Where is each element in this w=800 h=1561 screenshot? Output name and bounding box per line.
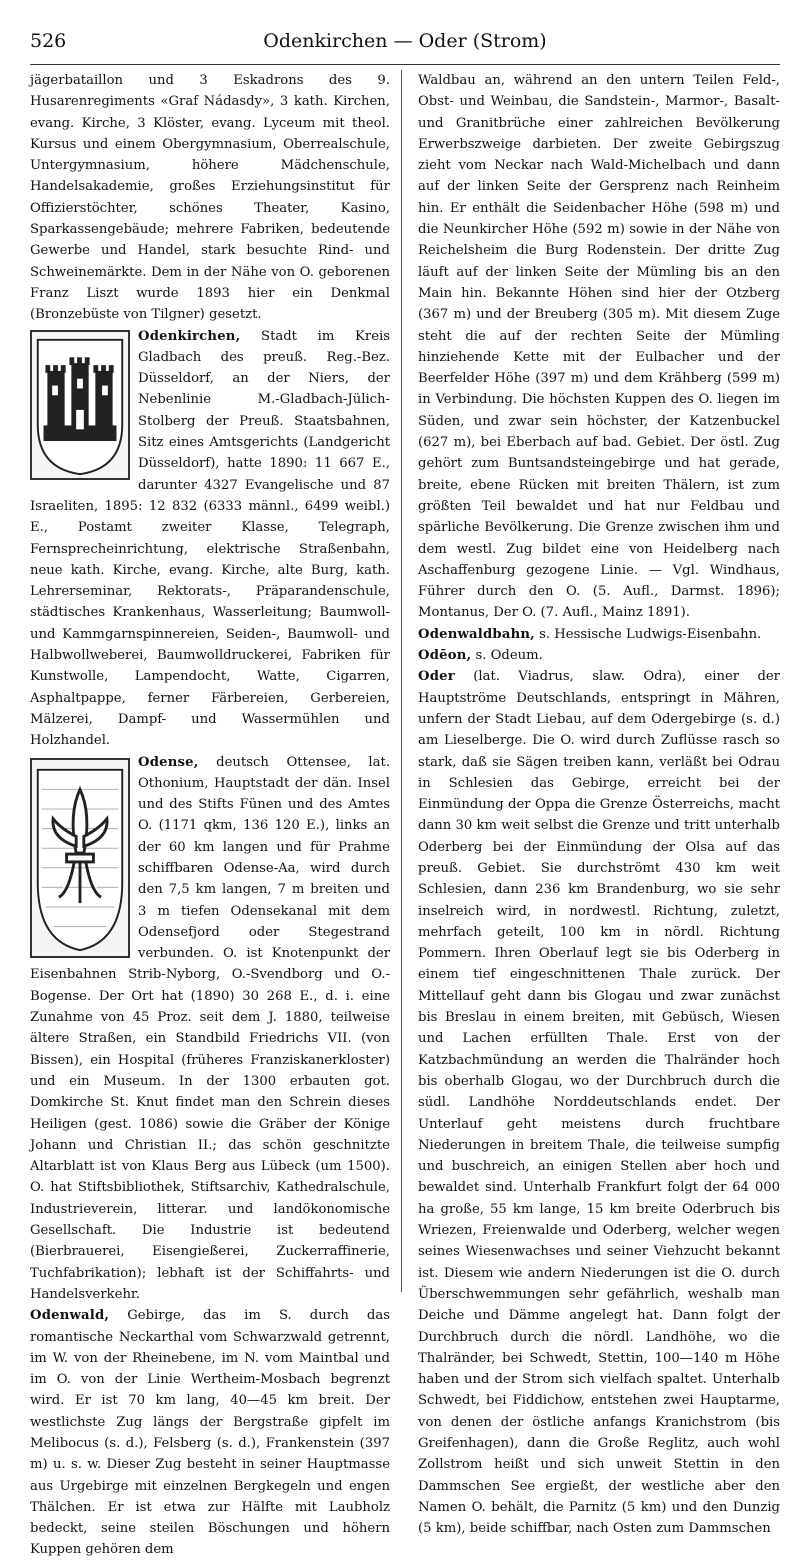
- headword-odenwald: Odenwald,: [30, 1308, 110, 1324]
- headword-odenkirchen: Odenkirchen,: [138, 328, 241, 344]
- odenkirchen-coat-of-arms: [30, 330, 130, 480]
- entry-text-oder: (lat. Viadrus, slaw. Odra), einer der Hauptströme Deutschlands, entspringt in Mähren, unfern der Stadt Liebau, auf dem Odergebirge (s. d.) am Lieselberge. Die O. wird durch Zuflüsse rasch so stark, daß sie Sägen treiben kann, verläßt bei Odrau in Schlesien das Gebirge, erreicht bei der Einmündung der Oppa die Grenze Österreichs, macht dann 30 km weit selbst die Grenze und tritt unterhalb Oderberg bei der Einmündung der Olsa auf das preuß. Gebiet. Sie durchströmt 430 km weit Schlesien, dann 236 km Brandenburg, wo sie sehr inselreich wird, in nordwestl. Richtung, zuletzt, mehrfach geteilt, 100 km in nördl. Richtung Pommern. Ihren Oberlauf legt sie bis Oderberg in einem tief eingeschnittenen Thale zurück. Der Mittellauf geht dann bis Glogau und zwar zunächst bis Breslau in einem breiten, mit Gebüsch, Wiesen und Lachen erfüllten Thale. Erst von der Katzbachmündung an werden die Thalränder hoch bis oberhalb Glogau, wo der Durchbruch durch die südl. Landhöhe Norddeutschlands endet. Der Unterlauf geht meistens durch fruchtbare Niederungen in breitem Thale, die teilweise sumpfig und buschreich, an einigen Stellen aber hoch und bewaldet sind. Unterhalb Frankfurt folgt der 64 000 ha große, 55 km lange, 15 km breite Oderbruch bis Wriezen, Freienwalde und Oderberg, welcher wegen seines Wiesenwachses und seiner Viehzucht bekannt ist. Diesem wie andern Niederungen ist die O. durch Überschwemmungen sehr gefährlich, weshalb man Deiche und Dämme angelegt hat. Dann folgt der Durchbruch durch die nördl. Landhöhe, wo die Thalränder, bei Schwedt, Stettin, 100—140 m Höhe haben und der Strom sich vielfach spaltet. Unterhalb Schwedt, bei Fiddichow, entstehen zwei Hauptarme, von denen der östliche anfangs Kranichstrom (bis Greifenhagen), dann die Große Reglitz, auch wohl Zollstrom heißt und sich unweit Stettin in den Dammschen See ergießt, der westliche aber den Namen O. behält, die Parnitz (5 km) und den Dunzig (5 km), beide schiffbar, nach Osten zum Dammschen: [418, 669, 780, 1537]
- headword-odeon: Odēon,: [418, 648, 472, 664]
- headword-odenwaldbahn: Odenwaldbahn,: [418, 626, 535, 642]
- headword-oder: Oder: [418, 669, 455, 685]
- odense-coat-of-arms: [30, 758, 130, 958]
- page-number: 526: [30, 30, 67, 52]
- entry-text-odense: deutsch Ottensee, lat. Othonium, Hauptstadt der dän. Insel und des Stifts Fünen und des Amtes O. (1171 qkm, 136 120 E.), links an der 60 km langen und für Prahme schiffbaren Odense-Aa, wird durch den 7,5 km langen, 7 m breiten und 3 m tiefen Odensekanal mit dem Odensefjord oder Stegestrand verbunden. O. ist Knotenpunkt der Eisenbahnen Strib-Nyborg, O.-Svendborg und O.-Bogense. Der Ort hat (1890) 30 268 E., d. i. eine Zunahme von 45 Proz. seit dem J. 1880, teilweise ältere Straßen, ein Standbild Friedrichs VII. (von Bissen), ein Hospital (früheres Franziskanerkloster) und ein Museum. In der 1300 erbauten got. Domkirche St. Knut findet man den Schrein dieses Heiligen (gest. 1086) sowie die Gräber der Könige Johann und Christian II.; das schön geschnitzte Altarblatt ist von Klaus Berg aus Lübeck (um 1500). O. hat Stiftsbibliothek, Stiftsarchiv, Kathedralschule, Industrieverein, litterar. und landökonomische Gesellschaft. Die Industrie ist bedeutend (Bierbrauerei, Eisengießerei, Zuckerraffinerie, Tuchfabrikation); lebhaft ist der Schiffahrts- und Handelsverkehr.: [30, 754, 390, 1302]
- running-title: Odenkirchen — Oder (Strom): [263, 30, 547, 52]
- entry-oder: [418, 666, 780, 1539]
- entry-text-odenwald: Gebirge, das im S. durch das romantische Neckarthal vom Schwarzwald getrennt, im W. von der Rheinebene, im N. vom Maintbal und im O. von der Linie Wertheim-Mosbach begrenzt wird. Er ist 70 km lang, 40—45 km breit. Der westlichste Zug längs der Bergstraße gipfelt im Melibocus (s. d.), Felsberg (s. d.), Frankenstein (397 m) u. s. w. Dieser Zug besteht in seiner Hauptmasse aus Urgebirge mit einzelnen Bergkegeln und engen Thälchen. Er ist etwa zur Hälfte mit Laubholz bedeckt, seine steilen Böschungen und höhern Kuppen gehören dem: [30, 1308, 390, 1558]
- entry-odense: [30, 752, 390, 1306]
- page-header: [30, 30, 780, 62]
- paragraph-continued-odenwald: Waldbau an, während an den untern Teilen Feld-, Obst- und Weinbau, die Sandstein-, Marmor-, Basalt- und Granitbrüche einer zahlreichen Bevölkerung Erwerbszweige darbieten. Der zweite Gebirgszug zieht vom Neckar nach Wald-Michelbach und dann auf der linken Seite der Gersprenz nach Reinheim hin. Er enthält die Seidenbacher Höhe (598 m) und die Neunkircher Höhe (592 m) sowie in der Nähe von Reichelsheim die Burg Rodenstein. Der dritte Zug läuft auf der linken Seite der Mümling bis an den Main hin. Bekannte Höhen sind hier der Otzberg (367 m) und der Breuberg (305 m). Mit diesem Zuge steht die auf der rechten Seite der Mümling hinziehende Kette mit der Eulbacher und der Beerfelder Höhe (397 m) und dem Krähberg (599 m) in Verbindung. Die höchsten Kuppen des O. liegen im Süden, und zwar sein höchster, der Katzenbuckel (627 m), bei Eberbach auf bad. Gebiet. Der östl. Zug gehört zum Buntsandsteingebirge und hat gerade, breite, ebene Rücken mit breiten Thälern, ist zum größten Teil bewaldet und hat nur Feldbau und spärliche Bevölkerung. Die Grenze zwischen ihm und dem westl. Zug bildet eine von Heidelberg nach Aschaffenburg gezogene Linie. — Vgl. Windhaus, Führer durch den O. (5. Aufl., Darmst. 1896); Montanus, Der O. (7. Aufl., Mainz 1891).: [418, 73, 780, 621]
- left-column: [30, 70, 390, 1561]
- entry-text-odenkirchen: Stadt im Kreis Gladbach des preuß. Reg.-Bez. Düsseldorf, an der Niers, der Nebenlinie M.-Gladbach-Jülich-Stolberg der Preuß. Staatsbahnen, Sitz eines Amtsgerichts (Landgericht Düsseldorf), hatte 1890: 11 667 E., darunter 4327 Evangelische und 87 Israeliten, 1895: 12 832 (6333 männl., 6499 weibl.) E., Postamt zweiter Klasse, Telegraph, Fernsprecheinrichtung, elektrische Straßenbahn, neue kath. Kirche, evang. Kirche, alte Burg, kath. Lehrerseminar, Rektorats-, Präparandenschule, städtisches Krankenhaus, Wasserleitung; Baumwoll- und Kammgarnspinnereien, Seiden-, Baumwoll- und Halbwollweberei, Baumwolldruckerei, Fabriken für Kunstwolle, Lampendocht, Watte, Cigarren, Asphaltpappe, ferner Färbereien, Gerbereien, Mälzerei, Dampf- und Wassermühlen und Holzhandel.: [30, 328, 390, 749]
- entry-odeon: [418, 645, 780, 666]
- headword-odense: Odense,: [138, 754, 199, 770]
- column-divider: [401, 70, 402, 1292]
- entry-odenwaldbahn: [418, 624, 780, 645]
- header-rule: [30, 64, 780, 65]
- entry-odenkirchen: [30, 326, 390, 752]
- entry-text-odeon: s. Odeum.: [471, 648, 543, 664]
- right-column: [418, 70, 780, 1539]
- entry-odenwald: [30, 1305, 390, 1561]
- paragraph-continued: jägerbataillon und 3 Eskadrons des 9. Husarenregiments «Graf Nádasdy», 3 kath. Kirchen, evang. Kirche, 3 Klöster, evang. Lyceum mit theol. Kursus und einem Obergymnasium, Oberrealschule, Untergymnasium, höhere Mädchenschule, Handelsakademie, großes Erziehungsinstitut für Offizierstöchter, schönes Theater, Kasino, Sparkassengebäude; mehrere Fabriken, bedeutende Gewerbe und Handel, stark besuchte Rind- und Schweinemärkte. Dem in der Nähe von O. geborenen Franz Liszt wurde 1893 hier ein Denkmal (Bronzebüste von Tilgner) gesetzt.: [30, 73, 390, 323]
- entry-text-odenwaldbahn: s. Hessische Ludwigs-Eisenbahn.: [534, 626, 762, 642]
